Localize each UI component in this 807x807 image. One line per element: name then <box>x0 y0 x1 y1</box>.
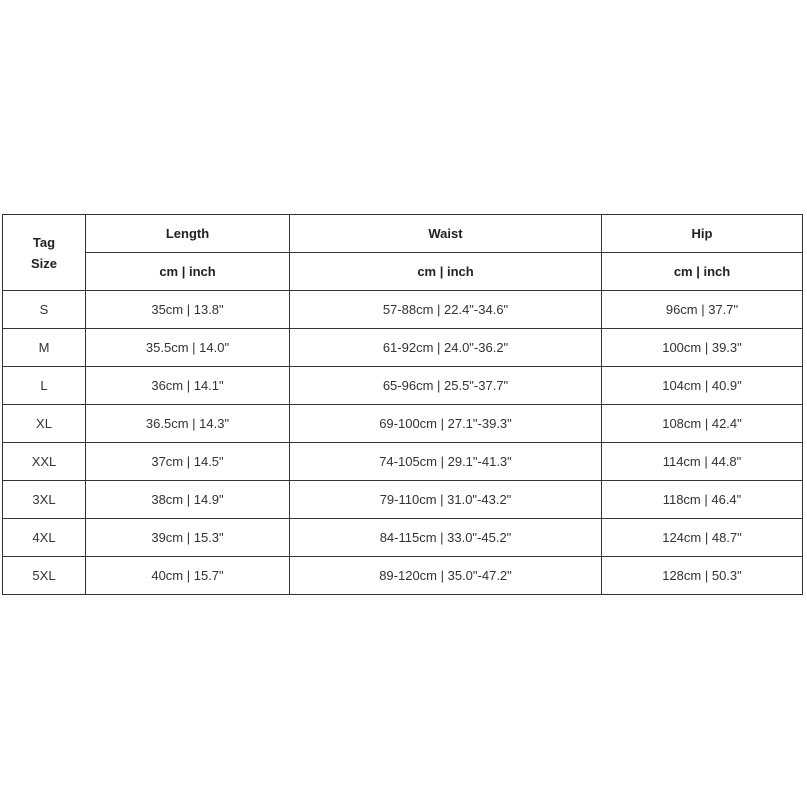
tag-size-header-line2: Size <box>30 255 57 271</box>
hip-cell: 118cm | 46.4" <box>602 481 803 519</box>
table-row <box>3 443 803 481</box>
waist-cell: 79-110cm | 31.0"-43.2" <box>290 481 602 519</box>
table-row <box>3 557 803 595</box>
tag-size-header-line1: Tag <box>32 234 56 250</box>
hip-cell: 108cm | 42.4" <box>602 405 803 443</box>
hip-cell: 128cm | 50.3" <box>602 557 803 595</box>
waist-cell: 89-120cm | 35.0"-47.2" <box>290 557 602 595</box>
table-row <box>3 519 803 557</box>
header-row <box>3 215 803 253</box>
units-row <box>3 253 803 291</box>
length-cell: 35cm | 13.8" <box>86 291 290 329</box>
table-row <box>3 405 803 443</box>
length-cell: 39cm | 15.3" <box>86 519 290 557</box>
hip-cell: 104cm | 40.9" <box>602 367 803 405</box>
length-cell: 40cm | 15.7" <box>86 557 290 595</box>
length-unit-header: cm | inch <box>86 253 290 291</box>
waist-cell: 84-115cm | 33.0"-45.2" <box>290 519 602 557</box>
length-cell: 37cm | 14.5" <box>86 443 290 481</box>
hip-cell: 100cm | 39.3" <box>602 329 803 367</box>
size-cell: XL <box>3 405 86 443</box>
waist-unit-header: cm | inch <box>290 253 602 291</box>
size-cell: 5XL <box>3 557 86 595</box>
waist-cell: 65-96cm | 25.5"-37.7" <box>290 367 602 405</box>
waist-cell: 57-88cm | 22.4"-34.6" <box>290 291 602 329</box>
table-row <box>3 291 803 329</box>
length-cell: 38cm | 14.9" <box>86 481 290 519</box>
size-cell: 4XL <box>3 519 86 557</box>
size-cell: S <box>3 291 86 329</box>
waist-header: Waist <box>290 215 602 253</box>
hip-unit-header: cm | inch <box>602 253 803 291</box>
hip-cell: 124cm | 48.7" <box>602 519 803 557</box>
tag-size-header <box>3 215 86 291</box>
length-cell: 36cm | 14.1" <box>86 367 290 405</box>
hip-header: Hip <box>602 215 803 253</box>
length-cell: 36.5cm | 14.3" <box>86 405 290 443</box>
size-cell: L <box>3 367 86 405</box>
length-cell: 35.5cm | 14.0" <box>86 329 290 367</box>
table-row <box>3 481 803 519</box>
table-row <box>3 329 803 367</box>
size-chart-table <box>2 214 803 595</box>
length-header: Length <box>86 215 290 253</box>
hip-cell: 96cm | 37.7" <box>602 291 803 329</box>
waist-cell: 74-105cm | 29.1"-41.3" <box>290 443 602 481</box>
waist-cell: 69-100cm | 27.1"-39.3" <box>290 405 602 443</box>
table-row <box>3 367 803 405</box>
hip-cell: 114cm | 44.8" <box>602 443 803 481</box>
waist-cell: 61-92cm | 24.0"-36.2" <box>290 329 602 367</box>
size-cell: XXL <box>3 443 86 481</box>
size-cell: M <box>3 329 86 367</box>
size-cell: 3XL <box>3 481 86 519</box>
